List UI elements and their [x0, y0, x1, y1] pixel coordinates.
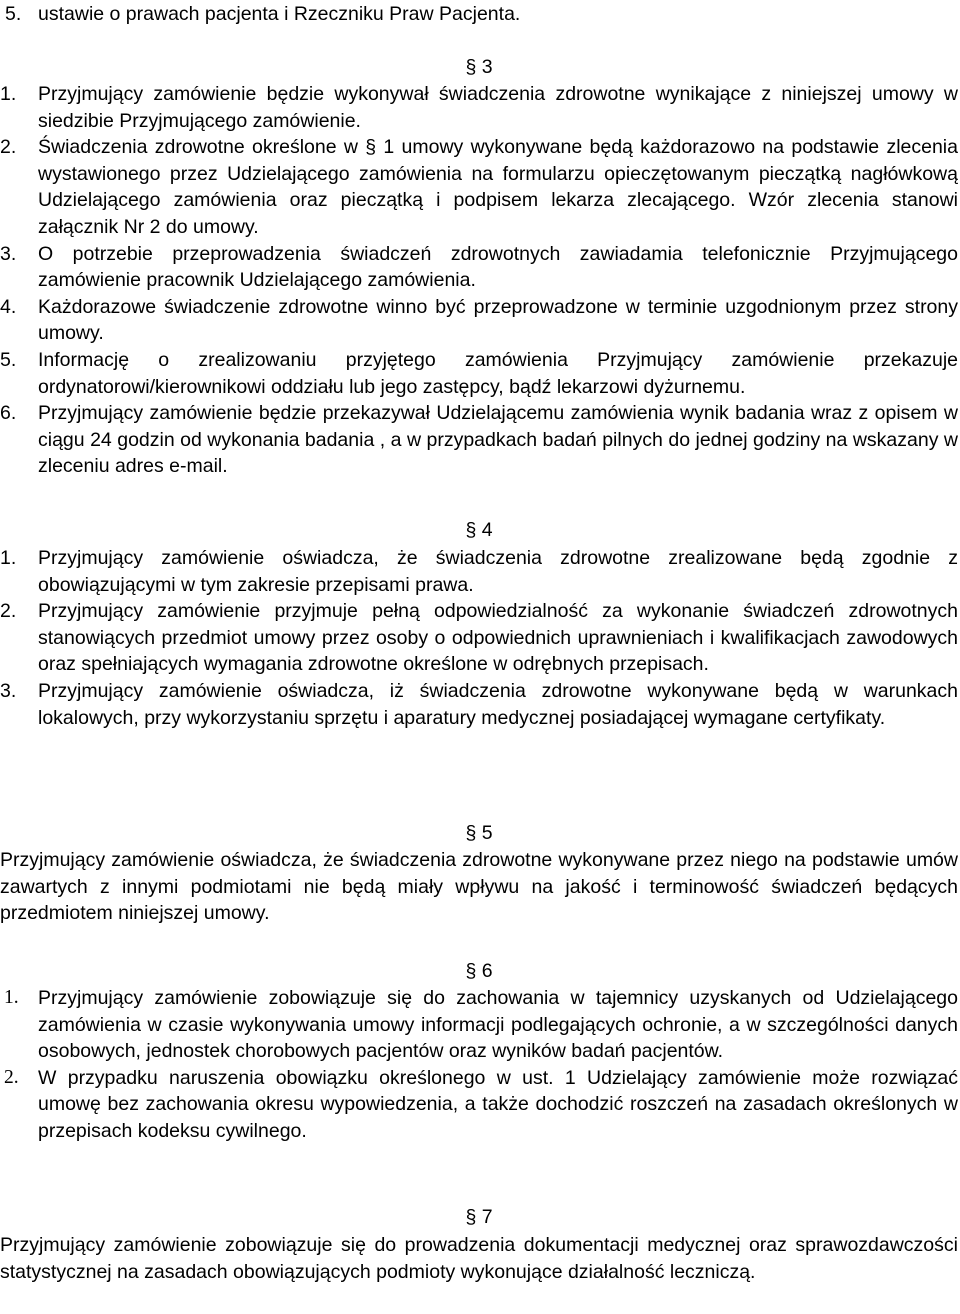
section-4-list — [0, 545, 958, 731]
item-text: ustawie o prawach pacjenta i Rzeczniku Praw Pacjenta. — [38, 3, 521, 25]
item-number: 2. — [4, 1066, 19, 1088]
item-number: 2. — [0, 600, 17, 623]
item-text: O potrzebie przeprowadzenia świadczeń zdrowotnych zawiadamia telefonicznie Przyjmującego zamówienie pracownik Udzielającego zamówienia. — [38, 242, 958, 292]
item-text: Przyjmujący zamówienie oświadcza, iż świadczenia zdrowotne wykonywane będą w warunkach lokalowych, przy wykorzystaniu sprzętu i aparatury medycznej posiadającej wymagane certyfikaty. — [38, 679, 958, 729]
section-5-paragraph: Przyjmujący zamówienie oświadcza, że świadczenia zdrowotne wykonywane przez niego na podstawie umów zawartych z innymi podmiotami nie będą miały wpływu na jakość i terminowość świadczeń będących przedmiotem niniejszej umowy. — [0, 849, 958, 925]
item-text: Informację o zrealizowaniu przyjętego zamówienia Przyjmujący zamówienie przekazuje ordynatorowi/kierownikowi oddziału lub jego zastępcy, bądź lekarzowi dyżurnemu. — [38, 348, 958, 398]
section-heading-5: § 5 — [465, 822, 493, 844]
section-heading-3: § 3 — [465, 56, 493, 78]
section-7-paragraph: Przyjmujący zamówienie zobowiązuje się do prowadzenia dokumentacji medycznej oraz sprawozdawczości statystycznej na zasadach obowiązujących podmioty wykonujące działalność leczniczą. — [0, 1234, 958, 1283]
item-number: 1. — [4, 987, 19, 1008]
item-number: 5. — [5, 3, 22, 25]
section-heading-6: § 6 — [465, 960, 493, 982]
item-number: 5. — [0, 348, 17, 371]
item-number: 1. — [0, 547, 17, 569]
list-item — [0, 134, 958, 240]
list-item — [0, 347, 958, 400]
section-heading-4: § 4 — [465, 519, 493, 541]
item-text: Świadczenia zdrowotne określone w § 1 umowy wykonywane będą każdorazowo na podstawie zlecenia wystawionego przez Udzielającego zamówienia na formularzu opieczętowanym pieczątką nagłówkową Udzielającego zamówienia oraz pieczątką i podpisem lekarza zlecającego. Wzór zlecenia stanowi załącznik Nr 2 do umowy. — [38, 136, 958, 238]
section-3-list — [0, 81, 958, 480]
list-item — [0, 81, 958, 134]
item-text: Przyjmujący zamówienie przyjmuje pełną odpowiedzialność za wykonanie świadczeń zdrowotnych stanowiących przedmiot umowy przez osoby o odpowiednich uprawnieniach i kwalifikacjach zawodowych oraz spełniających wymagania zdrowotne określone w odrębnych przepisach. — [38, 600, 958, 676]
section-heading-7: § 7 — [465, 1206, 493, 1228]
item-text: Przyjmujący zamówienie będzie przekazywał Udzielającemu zamówienia wynik badania wraz z opisem w ciągu 24 godzin od wykonania badania , a w przypadkach badań pilnych do jednej godziny na wskazany w zleceniu adres e-mail. — [38, 402, 958, 478]
item-number: 1. — [0, 83, 17, 105]
list-item — [0, 294, 958, 347]
list-item — [0, 241, 958, 294]
list-item — [0, 678, 958, 731]
item-number: 3. — [0, 679, 17, 702]
item-text: Przyjmujący zamówienie oświadcza, że świadczenia zdrowotne zrealizowane będą zgodnie z obowiązującymi w tym zakresie przepisami prawa. — [38, 547, 958, 596]
item-text: W przypadku naruszenia obowiązku określonego w ust. 1 Udzielający zamówienie może rozwiązać umowę bez zachowania okresu wypowiedzenia, a także dochodzić roszczeń na zasadach określonych w przepisach kodeksu cywilnego. — [38, 1066, 958, 1142]
list-item — [0, 985, 958, 1065]
item-number: 2. — [0, 136, 17, 159]
top-list-item — [0, 1, 958, 28]
item-number: 6. — [0, 402, 17, 425]
list-item — [0, 1065, 958, 1145]
item-text: Każdorazowe świadczenie zdrowotne winno być przeprowadzone w terminie uzgodnionym przez strony umowy. — [38, 295, 958, 345]
list-item — [0, 400, 958, 480]
item-number: 3. — [0, 242, 17, 265]
item-text: Przyjmujący zamówienie będzie wykonywał świadczenia zdrowotne wynikające z niniejszej umowy w siedzibie Przyjmującego zamówienie. — [38, 83, 958, 132]
item-text: Przyjmujący zamówienie zobowiązuje się do zachowania w tajemnicy uzyskanych od Udzielającego zamówienia w czasie wykonywania umowy informacji podlegających ochronie, a w szczególności danych osobowych, jednostek chorobowych pacjentów oraz wyników badań pacjentów. — [38, 987, 958, 1063]
section-6-list — [0, 985, 958, 1145]
list-item — [0, 598, 958, 678]
list-item — [0, 545, 958, 598]
item-number: 4. — [0, 295, 17, 318]
